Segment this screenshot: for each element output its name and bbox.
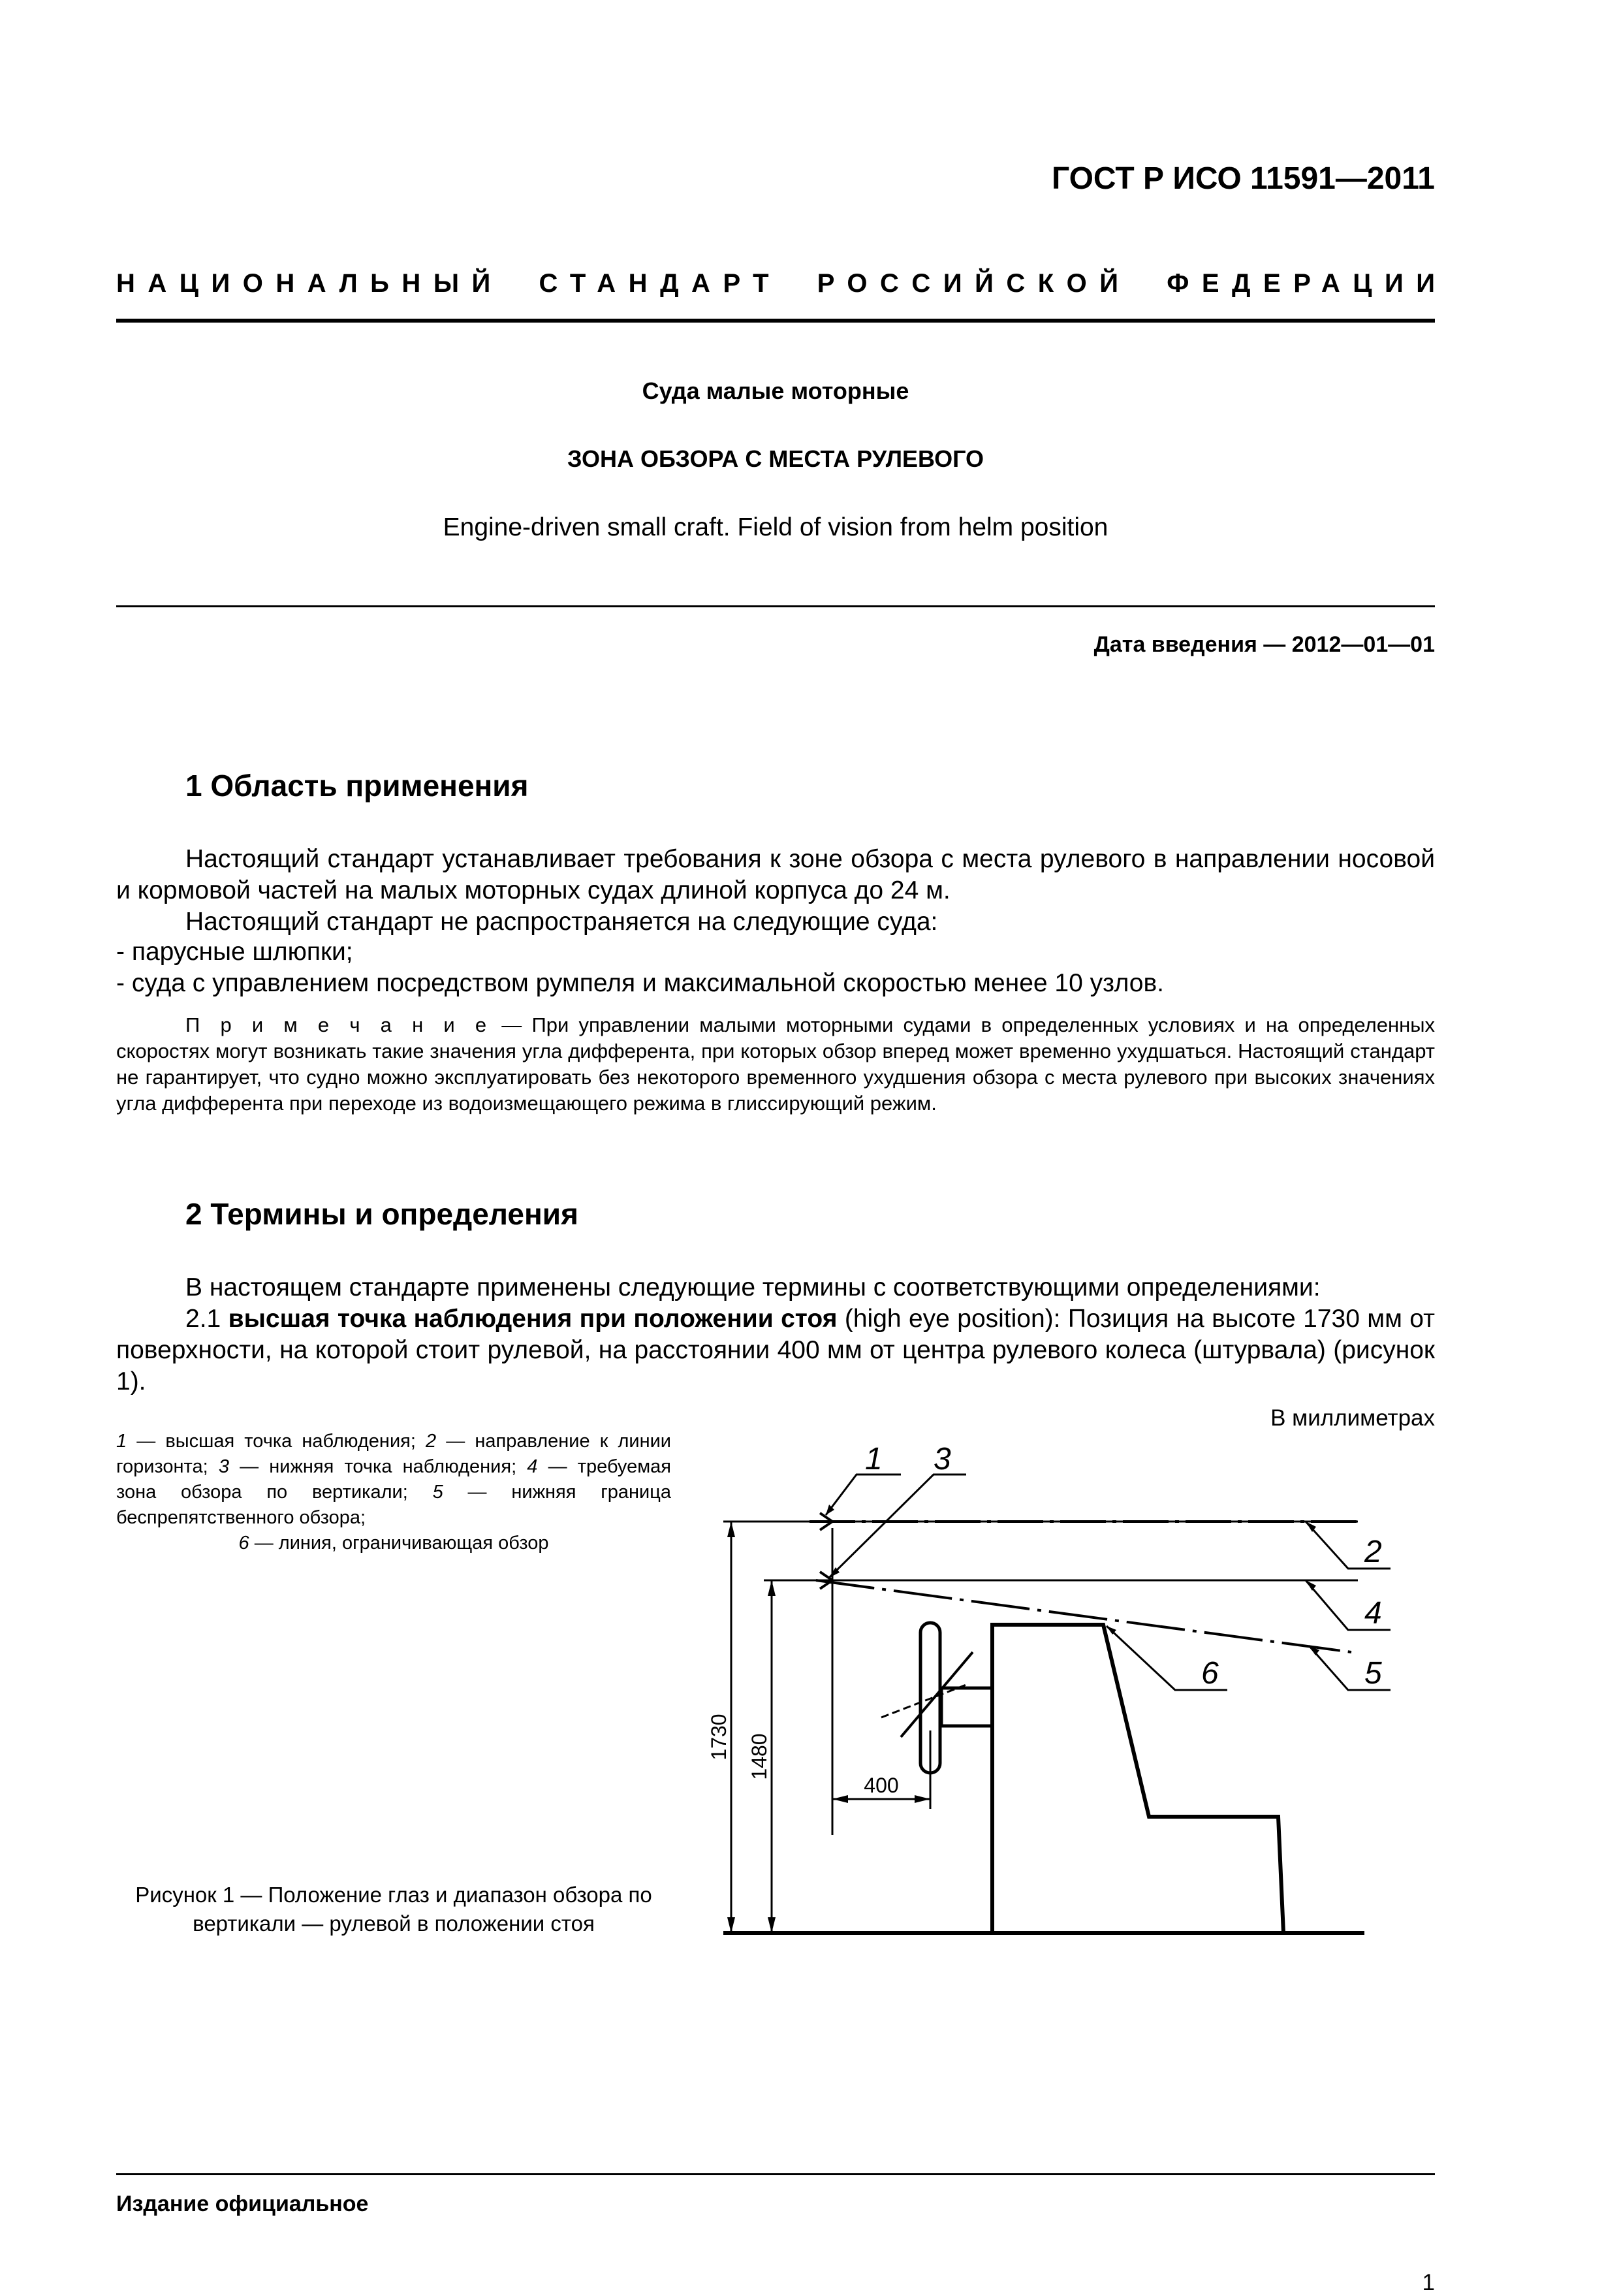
english-title: Engine-driven small craft. Field of vision from helm position bbox=[443, 513, 1108, 541]
definition-text: (high eye position): Позиция на высоте 1730 мм от поверхности, на которой стоит рулевой, на расстоянии 400 мм от центра рулевого колеса (штурвала) (рисунок 1). bbox=[116, 1305, 1435, 1395]
dimension-label-400: 400 bbox=[864, 1774, 899, 1797]
legend-text: — высшая точка наблюдения; bbox=[127, 1431, 426, 1452]
section-1-paragraph: Настоящий стандарт устанавливает требования к зоне обзора с места рулевого в направлении носовой и кормовой частей на малых моторных судах длиной корпуса до 24 м. bbox=[116, 845, 1435, 904]
leader-1 bbox=[826, 1475, 901, 1515]
callout-number: 3 bbox=[934, 1442, 951, 1476]
document-subtitle: Суда малые моторные bbox=[642, 377, 909, 404]
note-paragraph bbox=[116, 1012, 1435, 1117]
steering-column bbox=[941, 1688, 992, 1726]
legend-number: 6 bbox=[238, 1533, 249, 1554]
arrowhead bbox=[915, 1795, 930, 1803]
title-rule bbox=[116, 605, 1435, 607]
legend-number: 5 bbox=[432, 1482, 443, 1503]
callout-number: 1 bbox=[865, 1442, 883, 1476]
section-2-heading: 2 Термины и определения bbox=[185, 1197, 578, 1231]
banner-word: СТАНДАРТ bbox=[539, 269, 782, 298]
arrowhead bbox=[832, 1795, 848, 1803]
page-number: 1 bbox=[1422, 2270, 1435, 2295]
leader-3 bbox=[829, 1475, 966, 1578]
helm-field-of-vision-diagram bbox=[705, 1424, 1436, 1946]
legend-number: 4 bbox=[527, 1456, 538, 1477]
legend-number: 2 bbox=[426, 1431, 437, 1452]
section-1-heading: 1 Область применения bbox=[185, 769, 529, 803]
banner-word: ФЕДЕРАЦИИ bbox=[1167, 269, 1448, 298]
callout-number: 2 bbox=[1364, 1535, 1382, 1569]
figure-units: В миллиметрах bbox=[1270, 1405, 1435, 1431]
arrowhead bbox=[727, 1917, 735, 1933]
definition-paragraph bbox=[116, 1303, 1435, 1397]
legend-text: — требуемая зона обзора по вертикали; bbox=[116, 1456, 672, 1503]
document-code: ГОСТ Р ИСО 11591—2011 bbox=[1052, 161, 1435, 196]
section-2-paragraph: В настоящем стандарте применены следующие термины с соответствующими определениями: bbox=[185, 1273, 1321, 1301]
header-rule bbox=[116, 319, 1435, 323]
footer-rule bbox=[116, 2173, 1435, 2175]
legend-text: — линия, ограничивающая обзор bbox=[249, 1533, 549, 1554]
list-item: - суда с управлением посредством румпеля и максимальной скоростью менее 10 узлов. bbox=[116, 969, 1165, 997]
console-outline bbox=[992, 1625, 1283, 1933]
legend-number: 3 bbox=[218, 1456, 229, 1477]
dimension-label-1730: 1730 bbox=[707, 1714, 731, 1761]
note-text: — При управлении малыми моторными судами в определенных условиях и на определенных скоростях могут возникать такие значения угла дифферента, при которых обзор вперед может временно ухудшаться. Настоящий стандарт не гарантирует, что судно можно эксплуатировать без некоторого временного ухудшения обзора с места рулевого при высоких значениях угла дифферента при переходе из водоизмещающего режима в глиссирующий режим. bbox=[116, 1013, 1435, 1115]
introduction-date: Дата введения — 2012—01—01 bbox=[1093, 632, 1435, 657]
note-label: П р и м е ч а н и е bbox=[185, 1013, 492, 1036]
banner-word: РОССИЙСКОЙ bbox=[817, 269, 1131, 298]
arrowhead bbox=[727, 1522, 735, 1537]
steering-wheel-tilt bbox=[881, 1685, 966, 1717]
callout-number: 6 bbox=[1201, 1656, 1219, 1691]
official-edition-label: Издание официальное bbox=[116, 2192, 369, 2216]
legend-text: — нижняя точка наблюдения; bbox=[228, 1456, 527, 1477]
section-1-paragraph: Настоящий стандарт не распространяется на следующие суда: bbox=[185, 908, 938, 936]
arrowhead bbox=[768, 1580, 776, 1596]
figure-legend bbox=[116, 1429, 671, 1556]
callout-number: 4 bbox=[1364, 1596, 1382, 1631]
national-standard-banner bbox=[116, 269, 1448, 298]
lower-view-limit-line bbox=[816, 1580, 1351, 1652]
banner-word: НАЦИОНАЛЬНЫЙ bbox=[116, 269, 503, 298]
definition-number: 2.1 bbox=[185, 1305, 228, 1333]
figure-caption: Рисунок 1 — Положение глаз и диапазон обзора по вертикали — рулевой в положении стоя bbox=[135, 1883, 652, 1936]
legend-text: — нижняя граница беспрепятственного обзора; bbox=[116, 1482, 671, 1528]
legend-last-line bbox=[116, 1531, 671, 1556]
definition-term: высшая точка наблюдения при положении стоя bbox=[228, 1305, 838, 1333]
legend-text: — направление к линии горизонта; bbox=[116, 1431, 672, 1477]
legend-number: 1 bbox=[116, 1431, 127, 1452]
arrowhead bbox=[768, 1917, 776, 1933]
dimension-label-1480: 1480 bbox=[747, 1733, 771, 1780]
list-item: - парусные шлюпки; bbox=[116, 938, 353, 966]
document-title: ЗОНА ОБЗОРА С МЕСТА РУЛЕВОГО bbox=[567, 445, 984, 472]
callout-number: 5 bbox=[1364, 1656, 1382, 1691]
